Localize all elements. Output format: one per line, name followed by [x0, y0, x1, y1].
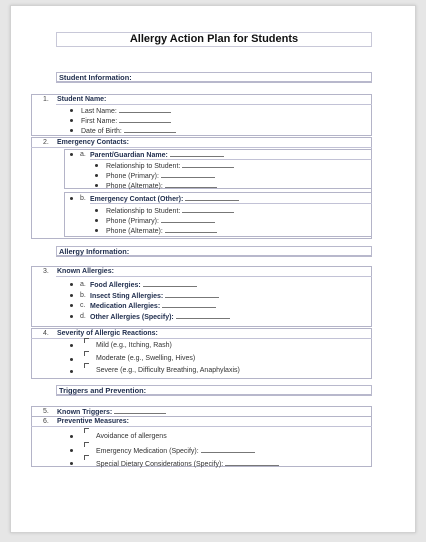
option-avoidance: Avoidance of allergens [96, 433, 167, 440]
bullet [70, 304, 73, 307]
checkbox-severe[interactable] [84, 363, 89, 368]
item-number: 6. [43, 418, 49, 425]
bullet [70, 462, 73, 465]
other-contact-name-field[interactable]: Emergency Contact (Other): [90, 194, 239, 204]
document-page [10, 5, 416, 533]
item-number: 1. [43, 96, 49, 103]
other-phone-alternate-field[interactable]: Phone (Alternate): [106, 226, 217, 236]
student-name-label: Student Name: [57, 96, 107, 103]
emergency-contacts-label: Emergency Contacts: [57, 139, 129, 146]
section-header-allergy-information: Allergy Information: [56, 246, 372, 257]
item-number: 5. [43, 408, 49, 415]
last-name-field[interactable]: Last Name: [81, 106, 171, 116]
first-name-field[interactable]: First Name: [81, 116, 171, 126]
checkbox-moderate[interactable] [84, 351, 89, 356]
guardian-phone-primary-field[interactable]: Phone (Primary): [106, 171, 215, 181]
bullet [70, 449, 73, 452]
option-moderate: Moderate (e.g., Swelling, Hives) [96, 355, 196, 362]
insect-sting-allergies-field[interactable]: Insect Sting Allergies: [90, 291, 219, 301]
item-letter: b. [80, 195, 86, 202]
item-letter: c. [80, 302, 86, 309]
bullet [95, 219, 98, 222]
bullet [70, 283, 73, 286]
known-triggers-field[interactable]: Known Triggers: [57, 407, 166, 417]
bullet [70, 294, 73, 297]
item-letter: d. [80, 313, 86, 320]
checkbox-mild[interactable] [84, 338, 89, 343]
checkbox-special-dietary[interactable] [84, 455, 89, 460]
bullet [70, 129, 73, 132]
bullet [70, 315, 73, 318]
section-header-student-information: Student Information: [56, 72, 372, 83]
document-title: Allergy Action Plan for Students [56, 32, 372, 47]
item-number: 2. [43, 139, 49, 146]
medication-allergies-field[interactable]: Medication Allergies: [90, 301, 216, 311]
option-emergency-medication[interactable]: Emergency Medication (Specify): [96, 446, 255, 456]
guardian-relationship-field[interactable]: Relationship to Student: [106, 161, 234, 171]
bullet [70, 358, 73, 361]
bullet [95, 164, 98, 167]
food-allergies-field[interactable]: Food Allergies: [90, 280, 197, 290]
item-letter: b. [80, 292, 86, 299]
item-letter: a. [80, 151, 86, 158]
bullet [95, 184, 98, 187]
bullet [95, 174, 98, 177]
checkbox-avoidance[interactable] [84, 428, 89, 433]
bullet [70, 344, 73, 347]
other-relationship-field[interactable]: Relationship to Student: [106, 206, 234, 216]
bullet [95, 209, 98, 212]
option-special-dietary[interactable]: Special Dietary Considerations (Specify): [96, 459, 279, 469]
other-phone-primary-field[interactable]: Phone (Primary): [106, 216, 215, 226]
severity-label: Severity of Allergic Reactions: [57, 330, 158, 337]
guardian-phone-alternate-field[interactable]: Phone (Alternate): [106, 181, 217, 191]
bullet [70, 153, 73, 156]
other-allergies-field[interactable]: Other Allergies (Specify): [90, 312, 230, 322]
date-of-birth-field[interactable]: Date of Birth: [81, 126, 176, 136]
bullet [70, 435, 73, 438]
preventive-measures-label: Preventive Measures: [57, 418, 129, 425]
checkbox-emergency-medication[interactable] [84, 442, 89, 447]
bullet [70, 119, 73, 122]
item-letter: a. [80, 281, 86, 288]
section-header-triggers-prevention: Triggers and Prevention: [56, 385, 372, 396]
option-severe: Severe (e.g., Difficulty Breathing, Anaphylaxis) [96, 367, 240, 374]
item-number: 4. [43, 330, 49, 337]
option-mild: Mild (e.g., Itching, Rash) [96, 342, 172, 349]
bullet [70, 197, 73, 200]
bullet [95, 229, 98, 232]
guardian-name-field[interactable]: Parent/Guardian Name: [90, 150, 224, 160]
known-allergies-label: Known Allergies: [57, 268, 114, 275]
bullet [70, 109, 73, 112]
bullet [70, 370, 73, 373]
item-number: 3. [43, 268, 49, 275]
